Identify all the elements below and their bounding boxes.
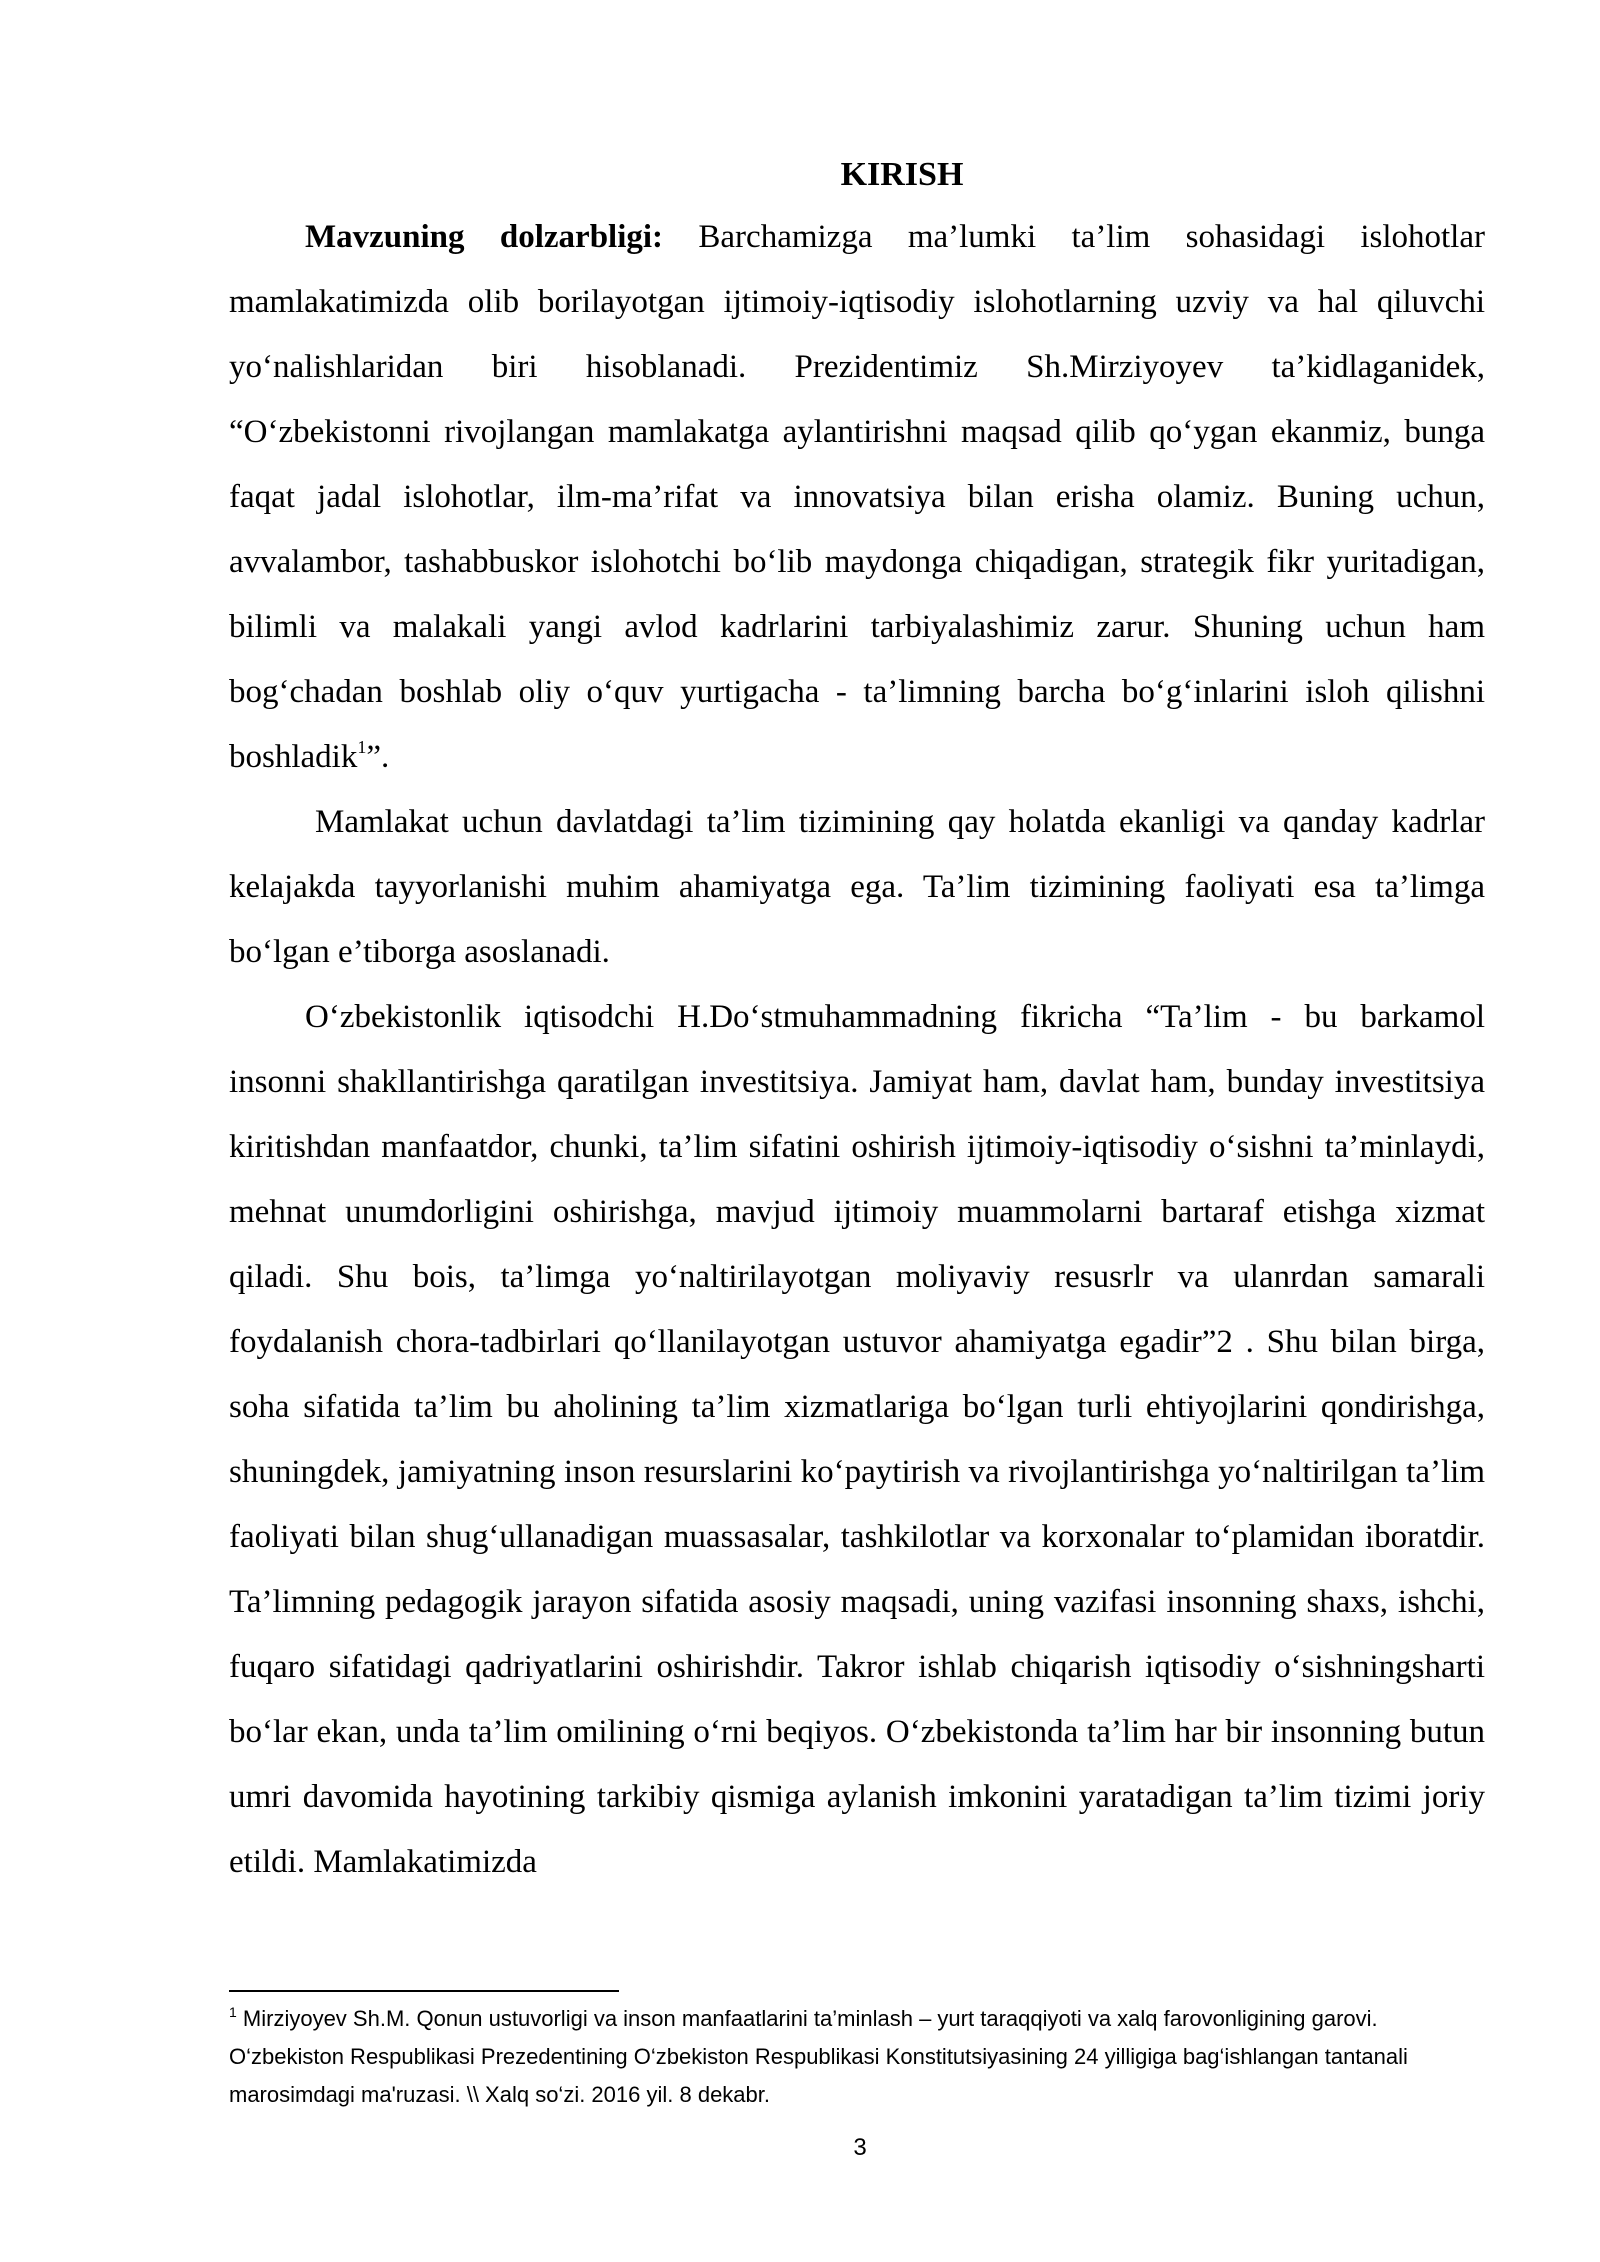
footnote-marker: 1 (229, 2004, 237, 2020)
section-title: KIRISH (840, 156, 964, 193)
paragraph-relevance (229, 205, 1485, 790)
relevance-text: Barchamizga ma’lumki ta’lim sohasidagi islohotlar mamlakatimizda olib borilayotgan ijtimoiy-iqtisodiy islohotlarning uzviy va hal qiluvchi yo‘nalishlaridan biri hisoblanadi. Prezidentimiz Sh.Mirziyoyev ta’kidlaganidek, “O‘zbekistonni rivojlangan mamlakatga aylantirishni maqsad qilib qo‘ygan ekanmiz, bunga faqat jadal islohotlar, ilm-ma’rifat va innovatsiya bilan erisha olamiz. Buning uchun, avvalambor, tashabbuskor islohotchi bo‘lib maydonga chiqadigan, strategik fikr yuritadigan, bilimli va malakali yangi avlod kadrlarini tarbiyalashimiz zarur. Shuning uchun ham bog‘chadan boshlab oliy o‘quv yurtigacha - ta’limning barcha bo‘g‘inlarini isloh qilishni boshladik (229, 219, 1485, 775)
relevance-text-end: ”. (366, 739, 390, 775)
relevance-lead: Mavzuning dolzarbligi: (305, 219, 664, 255)
page-number: 3 (853, 2134, 867, 2161)
paragraph-economist-opinion: O‘zbekistonlik iqtisodchi H.Do‘stmuhammadning fikricha “Ta’lim - bu barkamol insonni shakllantirishga qaratilgan investitsiya. Jamiyat ham, davlat ham, bunday investitsiya kiritishdan manfaatdor, chunki, ta’lim sifatini oshirish ijtimoiy-iqtisodiy o‘sishni ta’minlaydi, mehnat unumdorligini oshirishga, mavjud ijtimoiy muammolarni bartaraf etishga xizmat qiladi. Shu bois, ta’limga yo‘naltirilayotgan moliyaviy resusrlr va ulanrdan samarali foydalanish chora-tadbirlari qo‘llanilayotgan ustuvor ahamiyatga egadir”2 . Shu bilan birga, soha sifatida ta’lim bu aholining ta’lim xizmatlariga bo‘lgan turli ehtiyojlarini qondirishga, shuningdek, jamiyatning inson resurslarini ko‘paytirish va rivojlantirishga yo‘naltirilgan ta’lim faoliyati bilan shug‘ullanadigan muassasalar, tashkilotlar va korxonalar to‘plamidan iboratdir. Ta’limning pedagogik jarayon sifatida asosiy maqsadi, uning vazifasi insonning shaxs, ishchi, fuqaro sifatidagi qadriyatlarini oshirishdir. Takror ishlab chiqarish iqtisodiy o‘sishningsharti bo‘lar ekan, unda ta’lim omilining o‘rni beqiyos. O‘zbekistonda ta’lim har bir insonning butun umri davomida hayotining tarkibiy qismiga aylanish imkonini yaratadigan ta’lim tizimi joriy etildi. Mamlakatimizda (229, 999, 1485, 1880)
document-body (229, 145, 1485, 1895)
footnote-reference: 1 (357, 737, 367, 757)
footnote-separator (229, 1990, 619, 1992)
footnote (229, 2000, 1485, 2114)
footnote-text: Mirziyoyev Sh.M. Qonun ustuvorligi va inson manfaatlarini ta’minlash – yurt taraqqiyoti va xalq farovonligining garovi. O‘zbekiston Respublikasi Prezedentining O‘zbekiston Respublikasi Konstitutsiyasining 24 yilligiga bag‘ishlangan tantanali marosimdagi ma'ruzasi. \\ Xalq so‘zi. 2016 yil. 8 dekabr. (229, 2006, 1408, 2107)
paragraph-education-system: Mamlakat uchun davlatdagi ta’lim tizimining qay holatda ekanligi va qanday kadrlar kelajakda tayyorlanishi muhim ahamiyatga ega. Ta’lim tizimining faoliyati esa ta’limga bo‘lgan e’tiborga asoslanadi. (229, 804, 1485, 970)
